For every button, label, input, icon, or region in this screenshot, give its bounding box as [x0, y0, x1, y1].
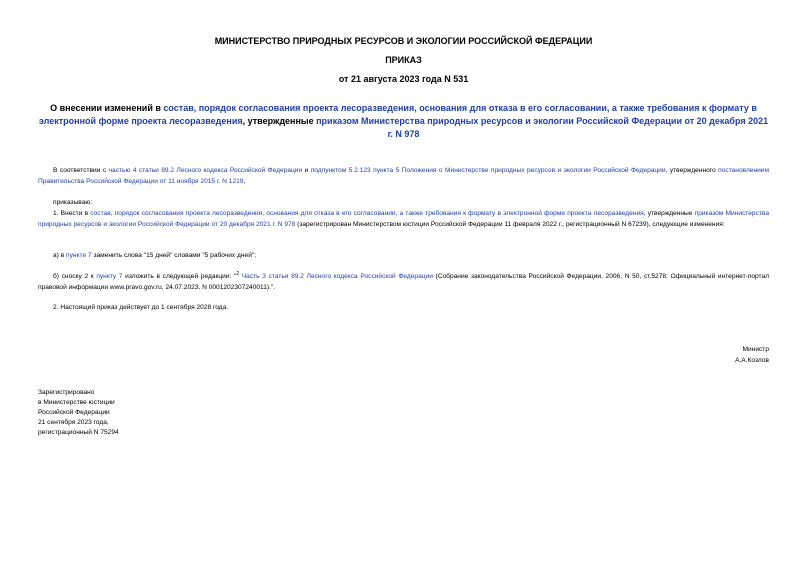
registration-line: Зарегистрировано	[38, 389, 95, 396]
item-1-paragraph	[38, 208, 769, 230]
preamble-paragraph	[38, 165, 769, 187]
ministry-heading: МИНИСТЕРСТВО ПРИРОДНЫХ РЕСУРСОВ И ЭКОЛОГИИ РОССИЙСКОЙ ФЕДЕРАЦИИ	[214, 36, 593, 46]
registration-line: Российской Федерации	[38, 409, 110, 416]
footnote-marker: 2	[236, 271, 240, 277]
item-b-text-1: б) сноску 2 к	[53, 273, 97, 281]
preamble-text-3: , утвержденного	[665, 167, 719, 174]
item-b-text-2: изложить в следующей редакции: "	[122, 273, 237, 281]
item-a-paragraph	[38, 250, 769, 261]
title-link-order-978[interactable]: приказом Министерства природных ресурсов и экологии Российской Федерации от 20 декабря 2021 г. N 978	[316, 116, 769, 139]
preamble-link-regulation[interactable]: подпунктом 5.2.123 пункта 5 Положения о Министерстве природных ресурсов и экологии Российской Федерации	[310, 167, 666, 174]
item-2-paragraph: 2. Настоящий приказ действует до 1 сентября 2028 года.	[53, 304, 229, 311]
item-a-link-point-7[interactable]: пункте 7	[66, 252, 92, 259]
document-type: ПРИКАЗ	[385, 55, 422, 65]
item-b-link-point-7[interactable]: пункту 7	[96, 273, 123, 281]
title-link-composition[interactable]: состав, порядок согласования проекта лесоразведения, основания для отказа в его согласовании, а также требования к формату в электронной форме проекта лесоразведения	[38, 103, 757, 126]
preamble-link-forest-code[interactable]: частью 4 статьи 89.2 Лесного кодекса Российской Федерации	[108, 167, 303, 174]
signature-position: Министр	[742, 346, 769, 353]
preamble-text-1: В соответствии с	[53, 167, 109, 174]
item-b-link-forest-code[interactable]: Часть 3 статьи 89.2 Лесного кодекса Российской Федерации	[239, 273, 433, 281]
item1-link-composition[interactable]: состав, порядок согласования проекта лесоразведения, основания для отказа в его согласовании, а также требования к формату в электронной форме проекта лесоразведения	[90, 210, 644, 217]
item-a-text-1: а) в	[53, 252, 67, 259]
item1-link-order-978[interactable]: приказом Министерства природных ресурсов и экологии Российской Федерации от 20 декабря 2021 г. N 978	[38, 210, 769, 228]
order-word: приказываю:	[53, 199, 93, 206]
signature-name: А.А.Козлов	[735, 357, 769, 364]
title-text-2: , утвержденные	[242, 116, 317, 126]
preamble-text-4: ,	[243, 178, 246, 185]
document-date-number: от 21 августа 2023 года N 531	[338, 74, 469, 84]
document-title	[38, 102, 769, 141]
registration-line: регистрационный N 75294	[38, 429, 119, 436]
preamble-link-government-decree[interactable]: постановлением Правительства Российской Федерации от 11 ноября 2015 г. N 1219	[38, 167, 770, 185]
item-a-text-2: заменить слова "15 дней" словами "5 рабочих дней";	[91, 252, 257, 259]
item-b-text-3: (Собрание законодательства Российской Федерации, 2006, N 50, ст.5278; Официальный интернет-портал правовой информации www.pravo.gov.ru, 24.07.2023, N 0001202307240011).".	[38, 273, 770, 292]
registration-line: 21 сентября 2023 года,	[38, 419, 109, 426]
title-text-1: О внесении изменений в	[50, 103, 164, 113]
item1-text-3: (зарегистрирован Министерством юстиции Российской Федерации 11 февраля 2022 г., регистрационный N 67239), следующие изменения:	[295, 221, 725, 228]
item1-text-2: , утвержденные	[643, 210, 695, 217]
preamble-text-2: и	[302, 167, 311, 174]
item1-text-1: 1. Внести в	[53, 210, 91, 217]
item-b-paragraph	[38, 269, 769, 293]
registration-line: в Министерстве юстиции	[38, 399, 115, 406]
registration-block	[38, 388, 119, 438]
